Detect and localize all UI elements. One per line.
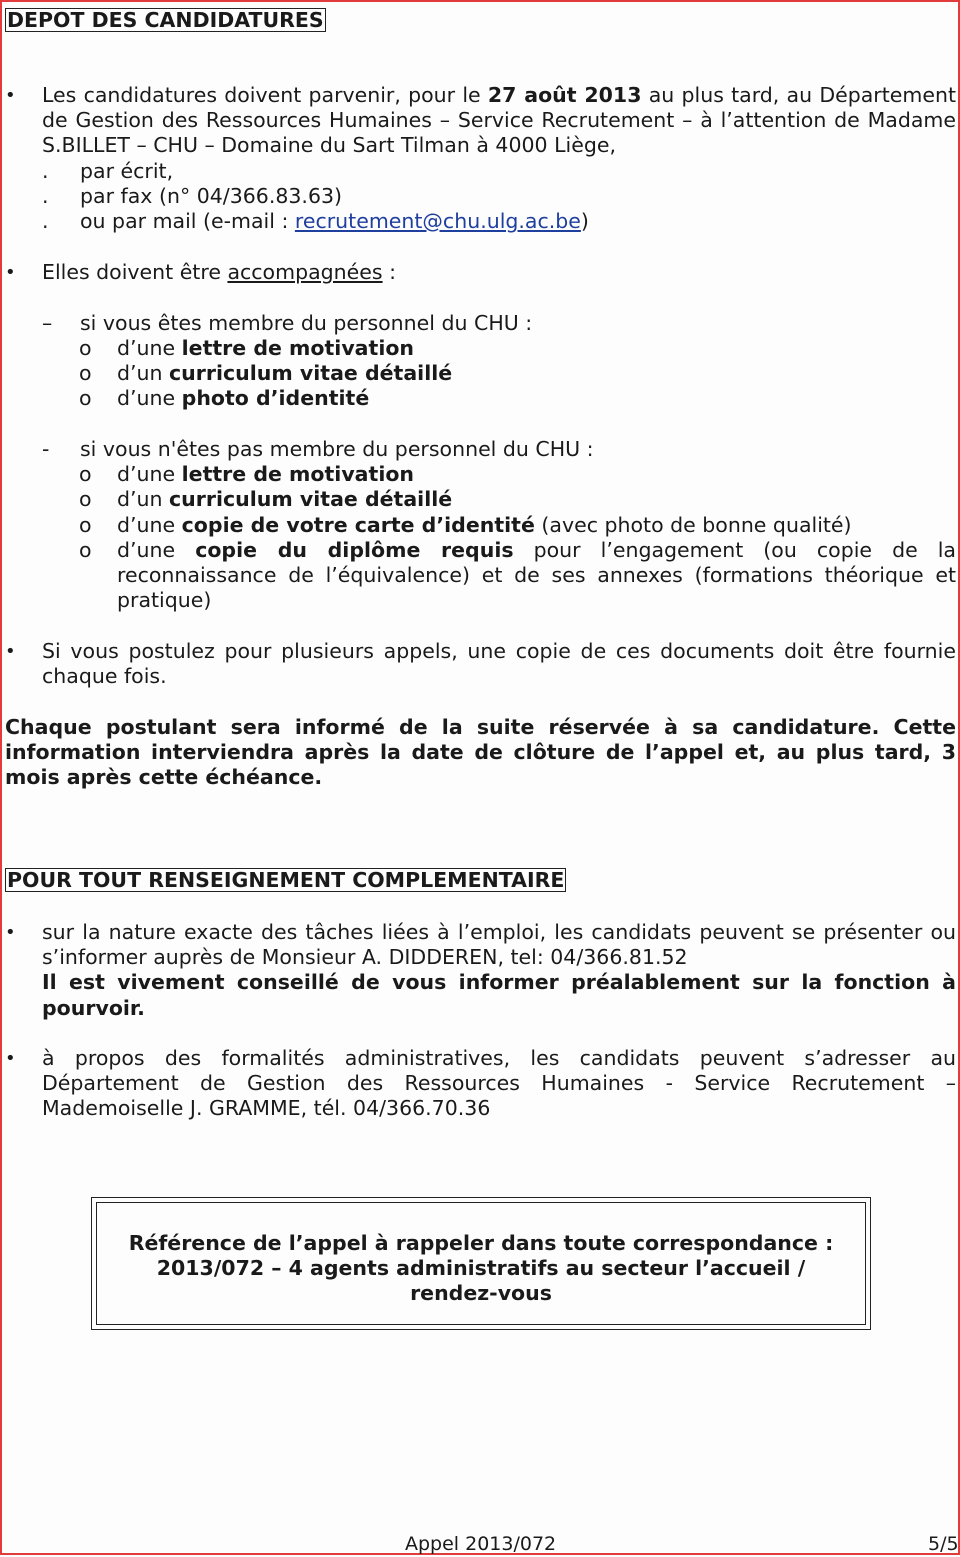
item-pre: d’une: [117, 336, 182, 360]
group-non-membre: [5, 437, 956, 462]
circle-marker: o: [79, 361, 92, 385]
accompagnees-underlined: accompagnées: [227, 260, 383, 284]
section-heading-depot: [5, 8, 956, 33]
bullet-formalites: [5, 1046, 956, 1122]
bullet-symbol: •: [5, 1048, 16, 1069]
deadline-paragraph: [42, 83, 956, 159]
group-membre: [5, 311, 956, 336]
dash-marker: –: [42, 311, 53, 335]
deadline-date: 27 août 2013: [487, 83, 642, 107]
method-text-fax: par fax (n° 04/366.83.63): [80, 184, 343, 208]
method-text-ecrit: par écrit,: [80, 159, 174, 183]
method-marker: .: [42, 184, 49, 208]
method-item: [5, 184, 956, 209]
nature-taches-paragraph: [42, 920, 956, 1021]
list-item: [5, 361, 956, 386]
formalites-paragraph: à propos des formalités administratives, les candidats peuvent s’adresser au Département de Gestion des Ressources Humaines - Service Recrutement – Mademoiselle J. GRAMME, tél. 04/366.70.36: [42, 1046, 956, 1121]
item-bold: copie du diplôme requis: [195, 538, 514, 562]
footer-appel: Appel 2013/072: [405, 1533, 557, 1555]
method-item: [5, 159, 956, 184]
bullet-plusieurs-appels: [5, 639, 956, 689]
bullet-symbol: •: [5, 922, 16, 943]
method-marker: .: [42, 159, 49, 183]
item-bold: curriculum vitae détaillé: [169, 361, 453, 385]
bullet-nature-taches: [5, 920, 956, 1021]
accompagnees-post: :: [382, 260, 396, 284]
email-link[interactable]: recrutement@chu.ulg.ac.be: [294, 209, 581, 233]
item-pre: d’une: [117, 538, 196, 562]
item-pre: d’une: [117, 513, 182, 537]
bullet-deadline: [5, 83, 956, 159]
reference-box: [91, 1197, 871, 1330]
item-bold: copie de votre carte d’identité: [181, 513, 535, 537]
footer-page-number: 5/5: [928, 1533, 959, 1555]
list-item: [5, 513, 956, 538]
item-pre: d’une: [117, 386, 182, 410]
circle-marker: o: [79, 336, 92, 360]
item-bold: photo d’identité: [181, 386, 370, 410]
deadline-text-pre: Les candidatures doivent parvenir, pour le: [42, 83, 488, 107]
bullet-symbol: •: [5, 85, 16, 106]
deadline-text-post: au plus tard, au Département de Gestion des Ressources Humaines – Service Recrutement – à l’attention de Madame S.BILLET – CHU – Domaine du Sart Tilman à 4000 Liège,: [42, 83, 956, 158]
plusieurs-appels-paragraph: Si vous postulez pour plusieurs appels, une copie de ces documents doit être fournie chaque fois.: [42, 639, 956, 689]
list-item: [5, 336, 956, 361]
nature-taches-text: sur la nature exacte des tâches liées à l’emploi, les candidats peuvent se présenter ou s’informer auprès de Monsieur A. DIDDEREN, tel: 04/366.81.52: [42, 920, 956, 970]
reference-box-inner: [96, 1202, 866, 1325]
accompagnees-pre: Elles doivent être: [42, 260, 228, 284]
method-marker: .: [42, 209, 49, 233]
section-heading-renseignement: [5, 868, 956, 893]
list-item: [5, 487, 956, 512]
circle-marker: o: [79, 513, 92, 537]
reference-line-3: rendez-vous: [410, 1281, 552, 1306]
group-membre-title: si vous êtes membre du personnel du CHU :: [80, 311, 533, 335]
list-item: [5, 386, 956, 411]
item-bold: lettre de motivation: [181, 336, 415, 360]
method-text-mail: [80, 209, 956, 234]
item-post: pour l’engagement (ou copie de la reconnaissance de l’équivalence) et de ses annexes (formations théorique et pratique): [117, 538, 956, 613]
item-pre: d’une: [117, 462, 182, 486]
item-pre: d’un: [117, 361, 170, 385]
bullet-accompagnees: [5, 260, 956, 285]
reference-line-2: 2013/072 – 4 agents administratifs au secteur l’accueil /: [156, 1256, 806, 1281]
reference-line-1: Référence de l’appel à rappeler dans toute correspondance :: [128, 1231, 834, 1255]
circle-marker: o: [79, 487, 92, 511]
mail-pre: ou par mail (e-mail :: [80, 209, 295, 233]
accompagnees-paragraph: [42, 260, 956, 285]
mail-post: ): [580, 209, 589, 233]
conseil-text: Il est vivement conseillé de vous informer préalablement sur la fonction à pourvoir.: [42, 970, 956, 1020]
information-notice: Chaque postulant sera informé de la suite réservée à sa candidature. Cette information interviendra après la date de clôture de l’appel et, au plus tard, 3 mois après cette échéance.: [5, 715, 956, 790]
list-item: [5, 538, 956, 614]
heading-renseignement: POUR TOUT RENSEIGNEMENT COMPLEMENTAIRE: [7, 868, 565, 892]
heading-depot-des-candidatures: DEPOT DES CANDIDATURES: [7, 8, 324, 32]
circle-marker: o: [79, 538, 92, 562]
list-item: [5, 462, 956, 487]
group-non-membre-title: si vous n'êtes pas membre du personnel du CHU :: [80, 437, 594, 461]
item-bold: lettre de motivation: [181, 462, 415, 486]
item-pre: d’un: [117, 487, 170, 511]
circle-marker: o: [79, 462, 92, 486]
method-item-mail: [5, 209, 956, 234]
bullet-symbol: •: [5, 262, 16, 283]
circle-marker: o: [79, 386, 92, 410]
bullet-symbol: •: [5, 641, 16, 662]
item-bold: curriculum vitae détaillé: [169, 487, 453, 511]
item-post: (avec photo de bonne qualité): [534, 513, 852, 537]
dash-marker: -: [42, 437, 50, 461]
